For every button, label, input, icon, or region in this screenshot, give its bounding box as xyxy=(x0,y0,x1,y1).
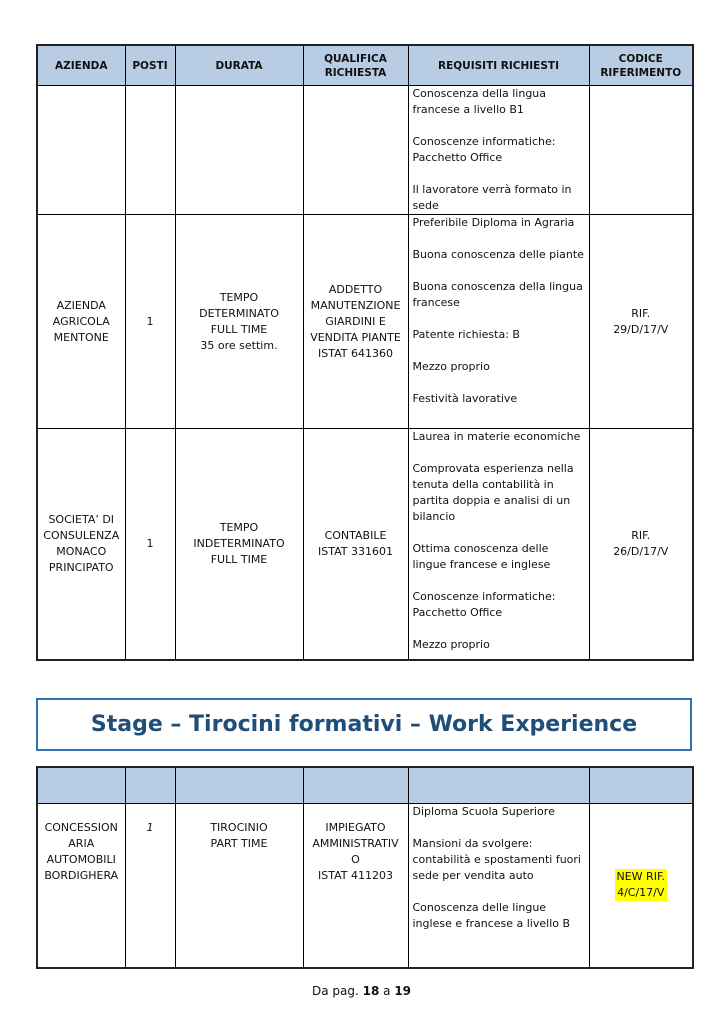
cell-requisiti xyxy=(408,429,589,660)
durata-line: FULL TIME xyxy=(210,322,268,336)
durata-line: FULL TIME xyxy=(210,552,268,566)
requirement: Festività lavorative xyxy=(412,392,518,405)
azienda-line: ARIA xyxy=(68,837,95,850)
qualifica-line: CONTABILE xyxy=(324,528,387,542)
section-title: Stage – Tirocini formativi – Work Experience xyxy=(90,712,638,737)
requirement: Preferibile Diploma in Agraria xyxy=(412,216,575,229)
header-posti: POSTI xyxy=(125,45,175,86)
cell-codice xyxy=(589,86,693,215)
section-banner xyxy=(36,698,692,751)
cell-azienda xyxy=(37,215,125,429)
azienda-line: AZIENDA xyxy=(56,298,106,312)
codice-line: RIF. xyxy=(631,528,651,542)
footer-page-to: 19 xyxy=(394,984,412,998)
cell-qualifica xyxy=(303,86,408,215)
table-row xyxy=(37,86,693,215)
azienda-line: MONACO xyxy=(56,544,107,558)
qualifica-line: ISTAT 331601 xyxy=(318,544,393,558)
requirement: Conoscenze informatiche: Pacchetto Office xyxy=(412,590,556,619)
cell-qualifica xyxy=(303,429,408,660)
durata-line: TIROCINIO xyxy=(210,821,268,834)
durata-line: PART TIME xyxy=(210,837,268,850)
cell-qualifica xyxy=(303,215,408,429)
requirement: Conoscenza della lingua francese a livello B1 xyxy=(412,87,547,116)
requirement: Conoscenze informatiche: Pacchetto Office xyxy=(412,135,556,164)
durata-line: TEMPO xyxy=(219,290,259,304)
requirement: Il lavoratore verrà formato in sede xyxy=(412,183,572,212)
requirement: Mansioni da svolgere: contabilità e spostamenti fuori sede per vendita auto xyxy=(412,837,581,882)
page-footer xyxy=(0,984,723,998)
footer-sep: a xyxy=(383,984,391,998)
qualifica-line: VENDITA PIANTE xyxy=(310,330,401,344)
table-row xyxy=(37,429,693,660)
footer-page-from: 18 xyxy=(362,984,380,998)
azienda-line: AGRICOLA xyxy=(52,314,110,328)
cell-posti xyxy=(125,86,175,215)
cell-codice xyxy=(589,429,693,660)
requirement: Diploma Scuola Superiore xyxy=(412,805,555,818)
codice-line: 26/D/17/V xyxy=(613,544,669,558)
header-empty xyxy=(303,767,408,804)
job-offers-table xyxy=(36,44,694,661)
cell-azienda xyxy=(37,86,125,215)
header-empty xyxy=(37,767,125,804)
cell-requisiti xyxy=(408,804,589,968)
table-row xyxy=(37,215,693,429)
qualifica-line: ISTAT 411203 xyxy=(318,869,393,882)
cell-durata xyxy=(175,804,303,968)
cell-durata xyxy=(175,215,303,429)
qualifica-line: ISTAT 641360 xyxy=(318,346,393,360)
cell-azienda xyxy=(37,429,125,660)
requirement: Buona conoscenza della lingua francese xyxy=(412,280,583,309)
azienda-line: BORDIGHERA xyxy=(44,869,119,882)
requirement: Mezzo proprio xyxy=(412,638,490,651)
cell-qualifica xyxy=(303,804,408,968)
footer-prefix: Da pag. xyxy=(311,984,359,998)
codice-line: 4/C/17/V xyxy=(617,886,665,900)
table-header-row xyxy=(37,45,693,86)
cell-durata xyxy=(175,86,303,215)
header-azienda: AZIENDA xyxy=(37,45,125,86)
requirement: Laurea in materie economiche xyxy=(412,430,581,443)
qualifica-line: O xyxy=(351,853,360,866)
azienda-line: MENTONE xyxy=(53,330,109,344)
header-empty xyxy=(408,767,589,804)
azienda-line: PRINCIPATO xyxy=(48,560,114,574)
durata-line: INDETERMINATO xyxy=(193,536,285,550)
header-empty xyxy=(589,767,693,804)
header-requisiti: REQUISITI RICHIESTI xyxy=(408,45,589,86)
durata-line: DETERMINATO xyxy=(199,306,279,320)
header-durata: DURATA xyxy=(175,45,303,86)
table-header-row xyxy=(37,767,693,804)
requirement: Mezzo proprio xyxy=(412,360,490,373)
requirement: Patente richiesta: B xyxy=(412,328,520,341)
cell-requisiti xyxy=(408,215,589,429)
azienda-line: SOCIETA’ DI xyxy=(48,512,115,526)
azienda-line: AUTOMOBILI xyxy=(46,853,116,866)
header-empty xyxy=(125,767,175,804)
requirement: Ottima conoscenza delle lingue francese e inglese xyxy=(412,542,551,571)
cell-codice xyxy=(589,215,693,429)
durata-line: TEMPO xyxy=(219,520,259,534)
cell-posti: 1 xyxy=(125,804,175,968)
qualifica-line: AMMINISTRATIV xyxy=(312,837,399,850)
azienda-line: CONSULENZA xyxy=(43,528,120,542)
durata-line: 35 ore settim. xyxy=(200,338,278,352)
header-qualifica: QUALIFICA RICHIESTA xyxy=(303,45,408,86)
cell-codice xyxy=(589,804,693,968)
cell-posti: 1 xyxy=(125,429,175,660)
qualifica-line: GIARDINI E xyxy=(325,314,386,328)
qualifica-line: ADDETTO xyxy=(328,282,383,296)
cell-requisiti xyxy=(408,86,589,215)
new-reference-highlight xyxy=(615,869,668,901)
qualifica-line: MANUTENZIONE xyxy=(310,298,401,312)
cell-durata xyxy=(175,429,303,660)
requirement: Buona conoscenza delle piante xyxy=(412,248,584,261)
codice-line: 29/D/17/V xyxy=(613,322,669,336)
table-row xyxy=(37,804,693,968)
codice-line: RIF. xyxy=(631,306,651,320)
codice-line: NEW RIF. xyxy=(616,870,665,884)
cell-azienda xyxy=(37,804,125,968)
requirement: Conoscenza delle lingue inglese e francese a livello B xyxy=(412,901,571,930)
azienda-line: CONCESSION xyxy=(44,821,118,834)
header-empty xyxy=(175,767,303,804)
cell-posti: 1 xyxy=(125,215,175,429)
qualifica-line: IMPIEGATO xyxy=(325,821,386,834)
stage-table xyxy=(36,766,694,969)
requirement: Comprovata esperienza nella tenuta della contabilità in partita doppia e analisi di un bilancio xyxy=(412,462,574,523)
header-codice: CODICE RIFERIMENTO xyxy=(589,45,693,86)
